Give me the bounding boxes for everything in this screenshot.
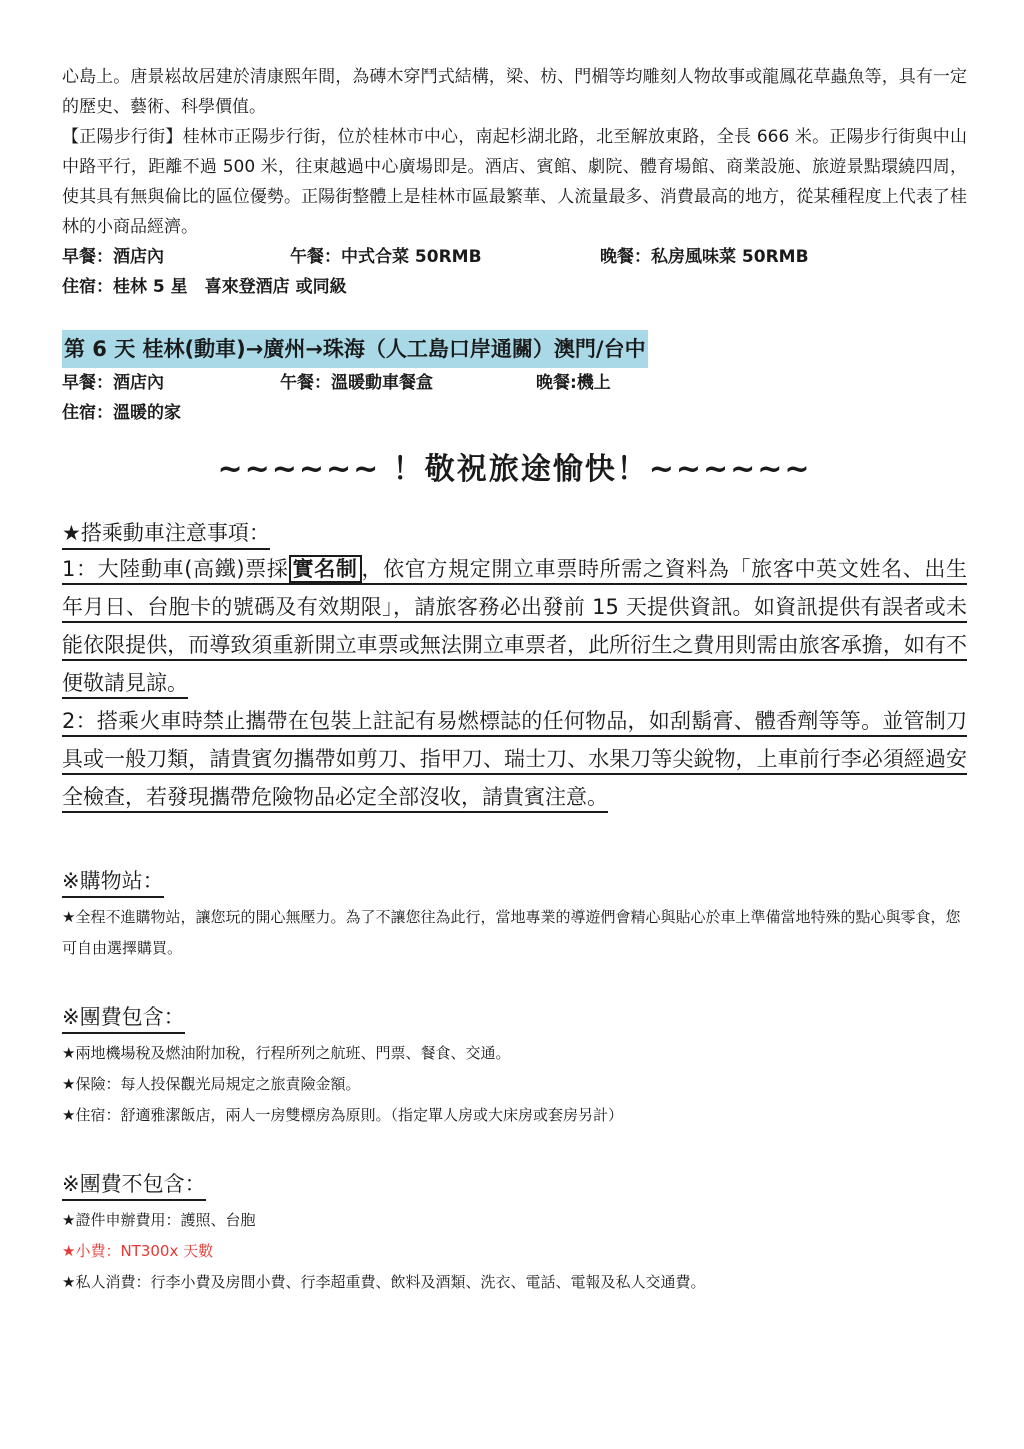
included-item: ★兩地機場稅及燃油附加稅，行程所列之航班、門票、餐食、交通。 [62,1044,511,1062]
day6-meals [62,368,967,398]
included-item: ★保險：每人投保觀光局規定之旅責險金額。 [62,1075,361,1093]
day6-header: 第 6 天 桂林(動車)→廣州→珠海（人工島口岸通關）澳門/台中 [62,330,648,368]
train-notice-item-1 [62,550,967,702]
day5-lunch: 午餐：中式合菜 50RMB [290,247,482,267]
day5-meals [62,242,967,272]
shopping-title: ※購物站： [62,866,164,898]
shopping-section [62,866,967,964]
train-notice-item-2 [62,702,967,816]
day6-dinner: 晚餐:機上 [536,373,611,393]
excluded-title: ※團費不包含： [62,1169,206,1201]
train-notice-1-prefix: 1：大陸動車(高鐵)票採 [62,557,289,581]
train-notice [62,518,967,816]
excluded-section [62,1169,967,1298]
day5-breakfast: 早餐：酒店內 [62,247,164,267]
shopping-text: ★全程不進購物站，讓您玩的開心無壓力。為了不讓您往為此行，當地專業的導遊們會精心與貼心於車上準備當地特殊的點心與零食，您可自由選擇購買。 [62,908,961,957]
day6-breakfast: 早餐：酒店內 [62,373,164,393]
day5-dinner: 晚餐：私房風味菜 50RMB [600,247,809,267]
included-section [62,1002,967,1131]
train-notice-1-rest: ，依官方規定開立車票時所需之資料為「旅客中英文姓名、出生 年月日、台胞卡的號碼及有效期限」，請旅客務必出發前 15 天提供資訊。如資訊提供有誤者或未能依限提供，而導致須重新開立車票或無法開立車票者，此所衍生之費用則需由旅客承擔，如有不便敬請見諒。 [62,557,968,695]
excluded-item-personal: ★私人消費：行李小費及房間小費、行李超重費、飲料及酒類、洗衣、電話、電報及私人交通費。 [62,1273,706,1291]
day5-hotel-text: 住宿：桂林 5 星 喜來登酒店 或同級 [62,277,347,297]
itinerary-page [62,62,967,1298]
train-notice-2-text: 2：搭乘火車時禁止攜帶在包裝上註記有易燃標誌的任何物品，如刮鬍膏、體香劑等等。並管制刀具或一般刀類，請貴賓勿攜帶如剪刀、指甲刀、瑞士刀、水果刀等尖銳物，上車前行李必須經過安全檢查，若發現攜帶危險物品必定全部沒收，請貴賓注意。 [62,709,967,813]
real-name-badge: 實名制 [289,555,362,583]
pedestrian-street-description: 【正陽步行街】桂林市正陽步行街，位於桂林市中心，南起杉湖北路，北至解放東路，全長 666 米。正陽步行街與中山中路平行，距離不過 500 米，往東越過中心廣場即是。酒店、賓館、劇院、體育場館、商業設施、旅遊景點環繞四周，使其具有無與倫比的區位優勢。正陽街整體上是桂林市區最繁華、人流量最多、消費最高的地方，從某種程度上代表了桂林的小商品經濟。 [62,127,967,237]
excluded-item-documents: ★證件申辦費用：護照、台胞 [62,1211,256,1229]
included-item: ★住宿：舒適雅潔飯店，兩人一房雙標房為原則。（指定單人房或大床房或套房另計） [62,1106,623,1124]
excluded-item-tips: ★小費：NT300x 天數 [62,1242,214,1260]
attraction-description: 心島上。唐景崧故居建於清康熙年間，為磚木穿鬥式結構，梁、枋、門楣等均雕刻人物故事或龍鳳花草蟲魚等，具有一定的歷史、藝術、科學價值。 [62,67,967,117]
day6-lunch: 午餐：溫暖動車餐盒 [280,373,433,393]
day5-hotel [62,272,967,302]
day6-hotel [62,398,967,428]
train-notice-title: ★搭乘動車注意事項： [62,518,270,550]
day6-hotel-text: 住宿：溫暖的家 [62,403,181,423]
included-title: ※團費包含： [62,1002,185,1034]
blessing-line: ~~~~~~ ！敬祝旅途愉快！~~~~~~ [217,452,812,487]
